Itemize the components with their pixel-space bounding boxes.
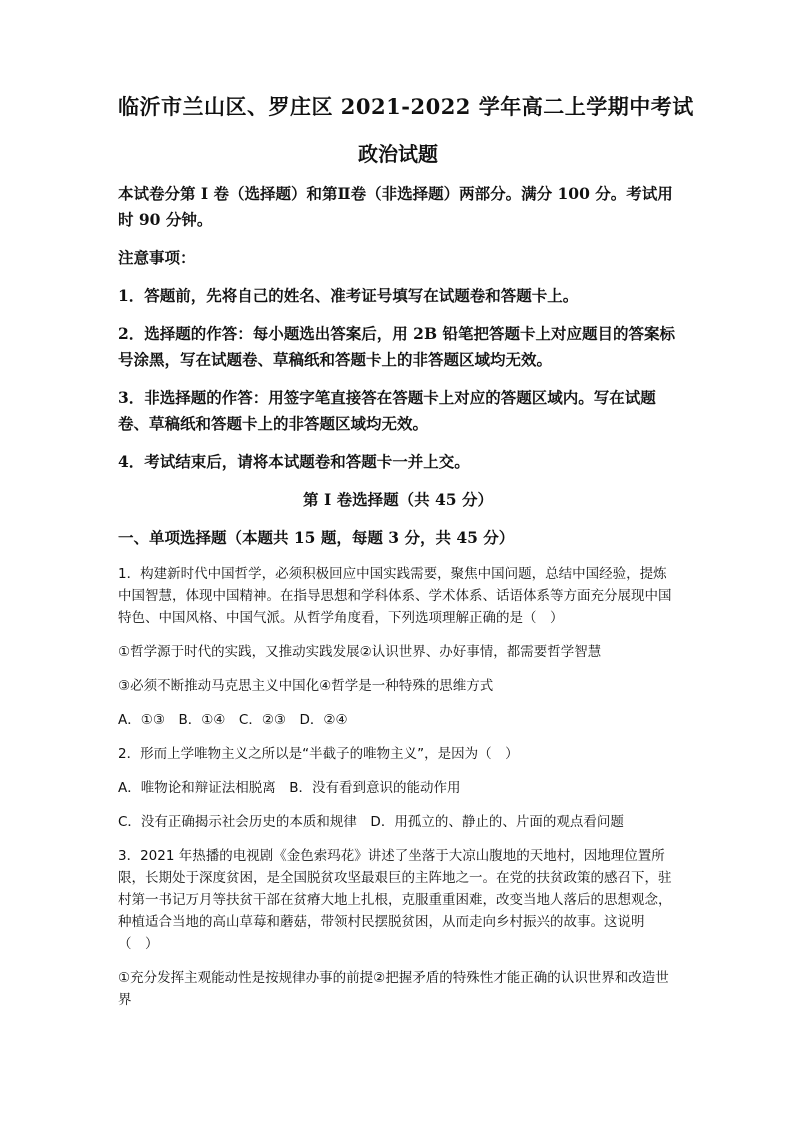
answer-options: A．①③ B．①④ C．②③ D．②④: [118, 712, 348, 728]
note-item: 2．选择题的作答：每小题选出答案后，用 2B 铅笔把答题卡上对应题目的答案标号涂黑，写在试题卷、草稿纸和答题卡上的非答题区域均无效。: [118, 324, 675, 369]
question-stem: 2．形而上学唯物主义之所以是“半截子的唯物主义”，是因为（ ）: [118, 746, 519, 762]
exam-page: [118, 92, 694, 1011]
answer-options: C．没有正确揭示社会历史的本质和规律 D．用孤立的、静止的、片面的观点看问题: [118, 814, 624, 830]
question-stem: 3．2021 年热播的电视剧《金色索玛花》讲述了坐落于大凉山腹地的天地村，因地理位置所限，长期处于深度贫困，是全国脱贫攻坚最艰巨的主阵地之一。在党的扶贫政策的感召下，驻村第一书记万月等扶贫干部在贫瘠大地上扎根，克服重重困难，改变当地人落后的思想观念，种植适合当地的高山草莓和蘑菇，带领村民摆脱贫困，从而走向乡村振兴的故事。这说明（ ）: [118, 848, 672, 952]
page-subtitle: 政治试题: [358, 142, 438, 166]
question-statements: ①哲学源于时代的实践，又推动实践发展②认识世界、办好事情，都需要哲学智慧: [118, 644, 602, 660]
part-title: 一、单项选择题（本题共 15 题，每题 3 分，共 45 分）: [118, 528, 515, 547]
question-statements: ①充分发挥主观能动性是按规律办事的前提②把握矛盾的特殊性才能正确的认识世界和改造世界: [118, 970, 669, 1008]
intro-text: 本试卷分第 I 卷（选择题）和第Ⅱ卷（非选择题）两部分。满分 100 分。考试用时 90 分钟。: [118, 184, 673, 229]
answer-options: A．唯物论和辩证法相脱离 B．没有看到意识的能动作用: [118, 780, 461, 796]
question-statements: ③必须不断推动马克思主义中国化④哲学是一种特殊的思维方式: [118, 678, 494, 694]
note-item: 3．非选择题的作答：用签字笔直接答在答题卡上对应的答题区域内。写在试题卷、草稿纸和答题卡上的非答题区域均无效。: [118, 388, 656, 433]
page-title: 临沂市兰山区、罗庄区 2021-2022 学年高二上学期中考试: [118, 94, 694, 119]
note-item: 1．答题前，先将自己的姓名、准考证号填写在试题卷和答题卡上。: [118, 286, 579, 305]
note-item: 4．考试结束后，请将本试题卷和答题卡一并上交。: [118, 452, 470, 471]
notes-heading: 注意事项：: [118, 248, 196, 267]
section-title: 第 I 卷选择题（共 45 分）: [303, 490, 493, 509]
question-stem: 1．构建新时代中国哲学，必须积极回应中国实践需要，聚焦中国问题，总结中国经验，提炼中国智慧，体现中国精神。在指导思想和学科体系、学术体系、话语体系等方面充分展现中国特色、中国风格、中国气派。从哲学角度看，下列选项理解正确的是（ ）: [118, 566, 672, 626]
